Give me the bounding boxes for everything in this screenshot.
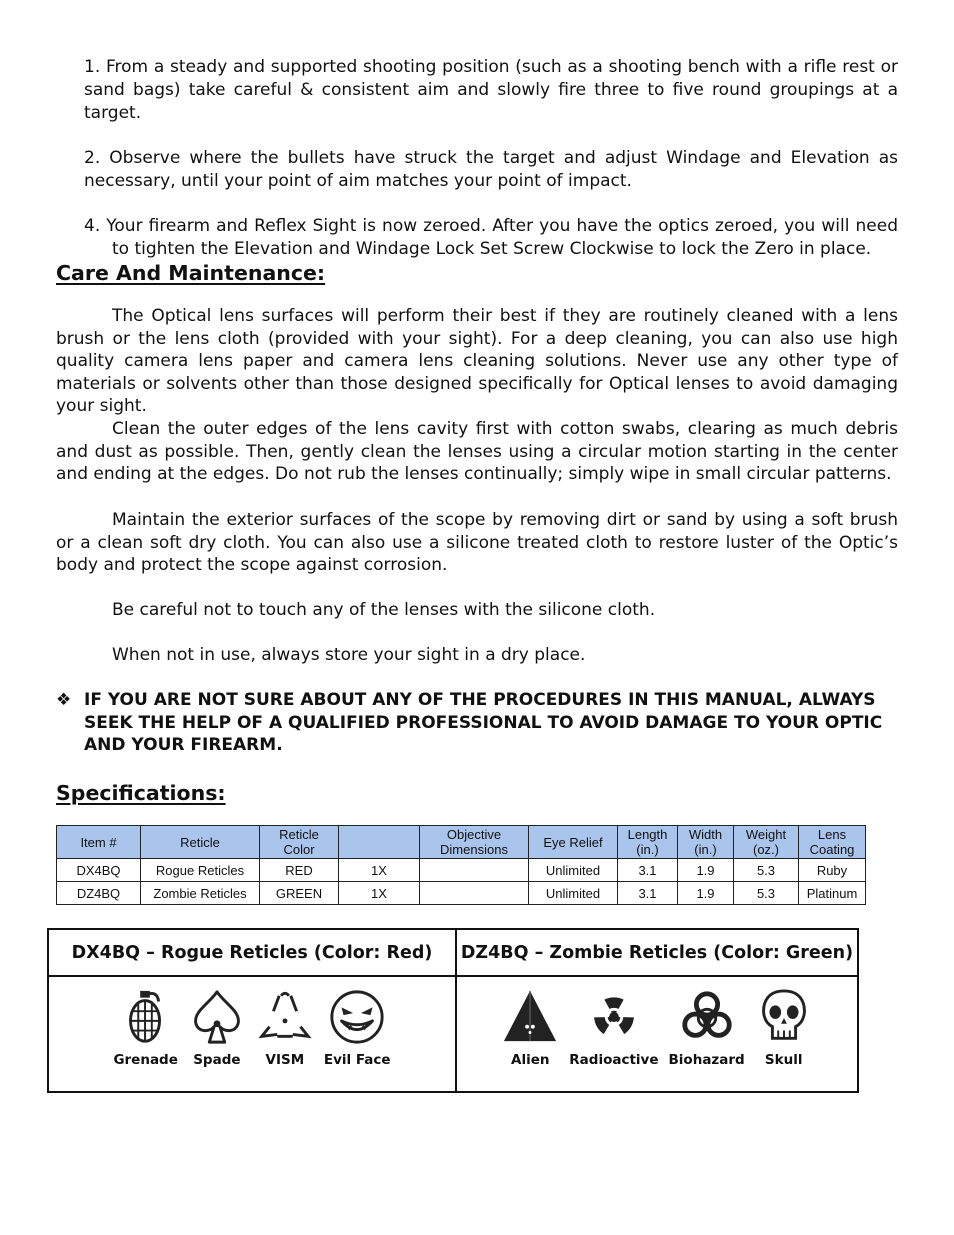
reticle-alien: [501, 988, 559, 1068]
reticle-biohazard: [669, 988, 745, 1068]
table-cell: 5.3: [734, 859, 799, 882]
table-header-row: [57, 826, 866, 859]
table-cell: Rogue Reticles: [141, 859, 260, 882]
table-cell: 1X: [339, 859, 420, 882]
biohazard-label: Biohazard: [668, 1052, 745, 1068]
table-cell: GREEN: [260, 882, 339, 905]
spade-label: Spade: [193, 1052, 241, 1068]
vism-icon: [256, 988, 314, 1046]
warning-note: [56, 689, 898, 757]
specifications-table: [56, 825, 866, 905]
alien-icon: [501, 988, 559, 1046]
rogue-reticles-cell: [48, 976, 456, 1092]
zombie-reticles-cell: [456, 976, 858, 1092]
grenade-icon: [117, 988, 175, 1046]
warning-text: IF YOU ARE NOT SURE ABOUT ANY OF THE PROCEDURES IN THIS MANUAL, ALWAYS SEEK THE HELP OF A QUALIFIED PROFESSIONAL TO AVOID DAMAGE TO YOUR OPTIC AND YOUR FIREARM.: [84, 690, 883, 755]
col-lens-coating: Lens Coating: [799, 826, 866, 859]
table-row: [57, 859, 866, 882]
grenade-label: Grenade: [113, 1052, 178, 1068]
reticle-skull: [755, 988, 813, 1068]
alien-label: Alien: [511, 1052, 550, 1068]
table-cell: DZ4BQ: [57, 882, 141, 905]
diamond-bullet-icon: ❖: [56, 690, 72, 710]
rogue-reticles-title: DX4BQ – Rogue Reticles (Color: Red): [48, 929, 456, 976]
reticle-spade: [188, 988, 246, 1068]
table-cell: Unlimited: [529, 882, 618, 905]
reticle-evil-face: [324, 988, 391, 1068]
care-paragraph-2: Clean the outer edges of the lens cavity first with cotton swabs, clearing as much debris and dust as possible. Then, gently clean the lenses using a circular motion starting in the center and ending at the edges. Do not rub the lenses continually; simply wipe in small circular patterns.: [56, 419, 898, 484]
reticle-options-table: [47, 928, 859, 1093]
table-cell: 1X: [339, 882, 420, 905]
vism-label: VISM: [265, 1052, 305, 1068]
care-paragraph-1: The Optical lens surfaces will perform their best if they are routinely cleaned with a lens brush or the lens cloth (provided with your sight). For a deep cleaning, you can also use high quality camera lens paper and camera lens cleaning solutions. Never use any other type of materials or solvents other than those designed specifically for Optical lenses to avoid damaging your sight.: [56, 306, 898, 416]
col-objective: Objective Dimensions: [420, 826, 529, 859]
storage-note: When not in use, always store your sight in a dry place.: [112, 645, 586, 665]
care-paragraph-3: Maintain the exterior surfaces of the scope by removing dirt or sand by using a soft brush or a clean soft dry cloth. You can also use a silicone treated cloth to restore luster of the Optic’s body and protect the scope against corrosion.: [56, 510, 898, 575]
table-cell: 3.1: [618, 859, 678, 882]
radioactive-icon: [585, 988, 643, 1046]
care-heading: Care And Maintenance:: [56, 261, 326, 285]
biohazard-icon: [678, 988, 736, 1046]
table-cell: Ruby: [799, 859, 866, 882]
zombie-reticles-title: DZ4BQ – Zombie Reticles (Color: Green): [456, 929, 858, 976]
table-cell: DX4BQ: [57, 859, 141, 882]
col-reticle: Reticle: [141, 826, 260, 859]
radioactive-label: Radioactive: [569, 1052, 659, 1068]
table-cell: 3.1: [618, 882, 678, 905]
col-eye-relief: Eye Relief: [529, 826, 618, 859]
col-magnification: [339, 826, 420, 859]
table-cell: Unlimited: [529, 859, 618, 882]
col-weight: Weight (oz.): [734, 826, 799, 859]
silicone-note: Be careful not to touch any of the lenses with the silicone cloth.: [112, 600, 656, 620]
spade-icon: [188, 988, 246, 1046]
table-cell: [420, 882, 529, 905]
skull-icon: [755, 988, 813, 1046]
table-cell: Zombie Reticles: [141, 882, 260, 905]
col-item: Item #: [57, 826, 141, 859]
evil-face-label: Evil Face: [323, 1052, 391, 1068]
step-1: 1. From a steady and supported shooting position (such as a shooting bench with a rifle rest or sand bags) take careful & consistent aim and slowly fire three to five round groupings at a target.: [84, 57, 898, 123]
reticle-radioactive: [569, 988, 658, 1068]
table-cell: Platinum: [799, 882, 866, 905]
table-cell: RED: [260, 859, 339, 882]
col-length: Length (in.): [618, 826, 678, 859]
skull-label: Skull: [764, 1052, 803, 1068]
table-cell: 1.9: [678, 882, 734, 905]
table-cell: [420, 859, 529, 882]
col-width: Width (in.): [678, 826, 734, 859]
evil-face-icon: [328, 988, 386, 1046]
step-2: 2. Observe where the bullets have struck the target and adjust Windage and Elevation as necessary, until your point of aim matches your point of impact.: [84, 148, 898, 191]
reticle-vism: [256, 988, 314, 1068]
reticle-grenade: [113, 988, 177, 1068]
zeroing-steps: [84, 56, 898, 283]
step-4: 4. Your firearm and Reflex Sight is now zeroed. After you have the optics zeroed, you will need to tighten the Elevation and Windage Lock Set Screw Clockwise to lock the Zero in place.: [84, 216, 898, 259]
table-row: [57, 882, 866, 905]
col-reticle-color: Reticle Color: [260, 826, 339, 859]
specifications-heading: Specifications:: [56, 781, 226, 805]
table-cell: 1.9: [678, 859, 734, 882]
table-cell: 5.3: [734, 882, 799, 905]
